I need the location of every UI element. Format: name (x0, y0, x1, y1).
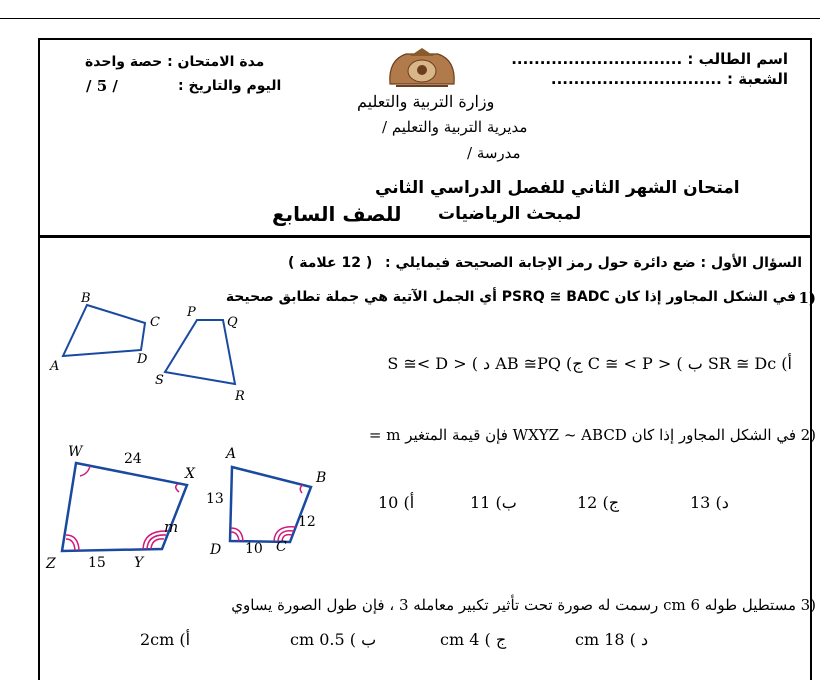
label-c: C (150, 315, 160, 330)
label-b2: B (316, 470, 327, 486)
figure-congruent-quadrilaterals (45, 288, 265, 403)
label-s: S (155, 373, 164, 388)
date-value: / 5 / (86, 77, 118, 95)
page-top-edge (0, 0, 820, 19)
header-separator (38, 235, 810, 238)
item-1-number: 1) (798, 289, 816, 307)
exam-title: امتحان الشهر الثاني للفصل الدراسي الثاني (375, 178, 740, 198)
side-12: 12 (298, 514, 316, 530)
item-2-option-b: ب) 11 (470, 493, 517, 512)
side-13: 13 (206, 491, 224, 507)
item-1-text: في الشكل المجاور إذا كان PSRQ ≅ BADC أي الجمل الآتية هي جملة تطابق صحيحة (225, 289, 796, 305)
label-b: B (81, 291, 91, 306)
side-24: 24 (124, 451, 142, 467)
item-3-number: 3) (800, 596, 816, 614)
grade: للصف السابع (272, 202, 402, 226)
side-10: 10 (245, 541, 263, 557)
label-p: P (187, 305, 196, 320)
question-heading: السؤال الأول : ضع دائرة حول رمز الإجابة الصحيحة فيمايلي : (384, 255, 802, 271)
label-q: Q (227, 315, 238, 330)
label-m: m (164, 518, 179, 536)
label-z: Z (46, 556, 56, 572)
item-3-option-b: ب ) 0.5 cm (290, 630, 377, 649)
ministry-emblem (384, 46, 460, 90)
quadrilateral-psrq (165, 320, 235, 384)
item-2-option-c: ج) 12 (577, 493, 620, 512)
label-y: Y (134, 555, 144, 571)
item-3-option-a: أ) 2cm (140, 630, 191, 649)
label-r: R (235, 389, 245, 403)
label-d2: D (210, 542, 222, 558)
label-a2: A (226, 446, 237, 462)
question-marks: ( 12 علامة ) (288, 255, 373, 271)
school: مدرسة / (467, 144, 521, 162)
label-c2: C (276, 539, 287, 555)
exam-duration: مدة الامتحان : حصة واحدة (85, 54, 265, 70)
item-2-number: 2) (800, 426, 816, 444)
quadrilateral-badc (63, 305, 145, 356)
label-d: D (137, 352, 148, 367)
item-3-option-c: ج ) 4 cm (440, 630, 507, 649)
item-2-option-d: د) 13 (690, 493, 729, 512)
item-3-text: مستطيل طوله 6 cm رسمت له صورة تحت تأثير تكبير معامله 3 ، فإن طول الصورة يساوي (231, 596, 796, 614)
item-1-options: أ) SR ≅ Dc ب ) < C ≅ < P ج) AB ≅PQ د ) < S ≅< D (387, 354, 792, 373)
label-a: A (50, 359, 60, 374)
side-15: 15 (88, 555, 106, 571)
ministry-name: وزارة التربية والتعليم (357, 92, 495, 111)
date-label: اليوم والتاريخ : (178, 78, 282, 94)
quadrilateral-abcd (230, 467, 311, 542)
item-2-option-a: أ) 10 (378, 493, 415, 512)
directorate: مديرية التربية والتعليم / (382, 118, 528, 136)
item-2-text: في الشكل المجاور إذا كان WXYZ ~ ABCD فإن قيمة المتغير m = (368, 426, 796, 444)
label-w: W (68, 444, 83, 460)
item-3-option-d: د ) 18 cm (575, 630, 649, 649)
label-x: X (185, 466, 195, 482)
figure-similar-quadrilaterals (40, 440, 340, 575)
student-name-field: اسم الطالب : .............................. (511, 50, 788, 68)
subject: لمبحث الرياضيات (438, 204, 582, 224)
section-field: الشعبة : .............................. (550, 70, 788, 88)
